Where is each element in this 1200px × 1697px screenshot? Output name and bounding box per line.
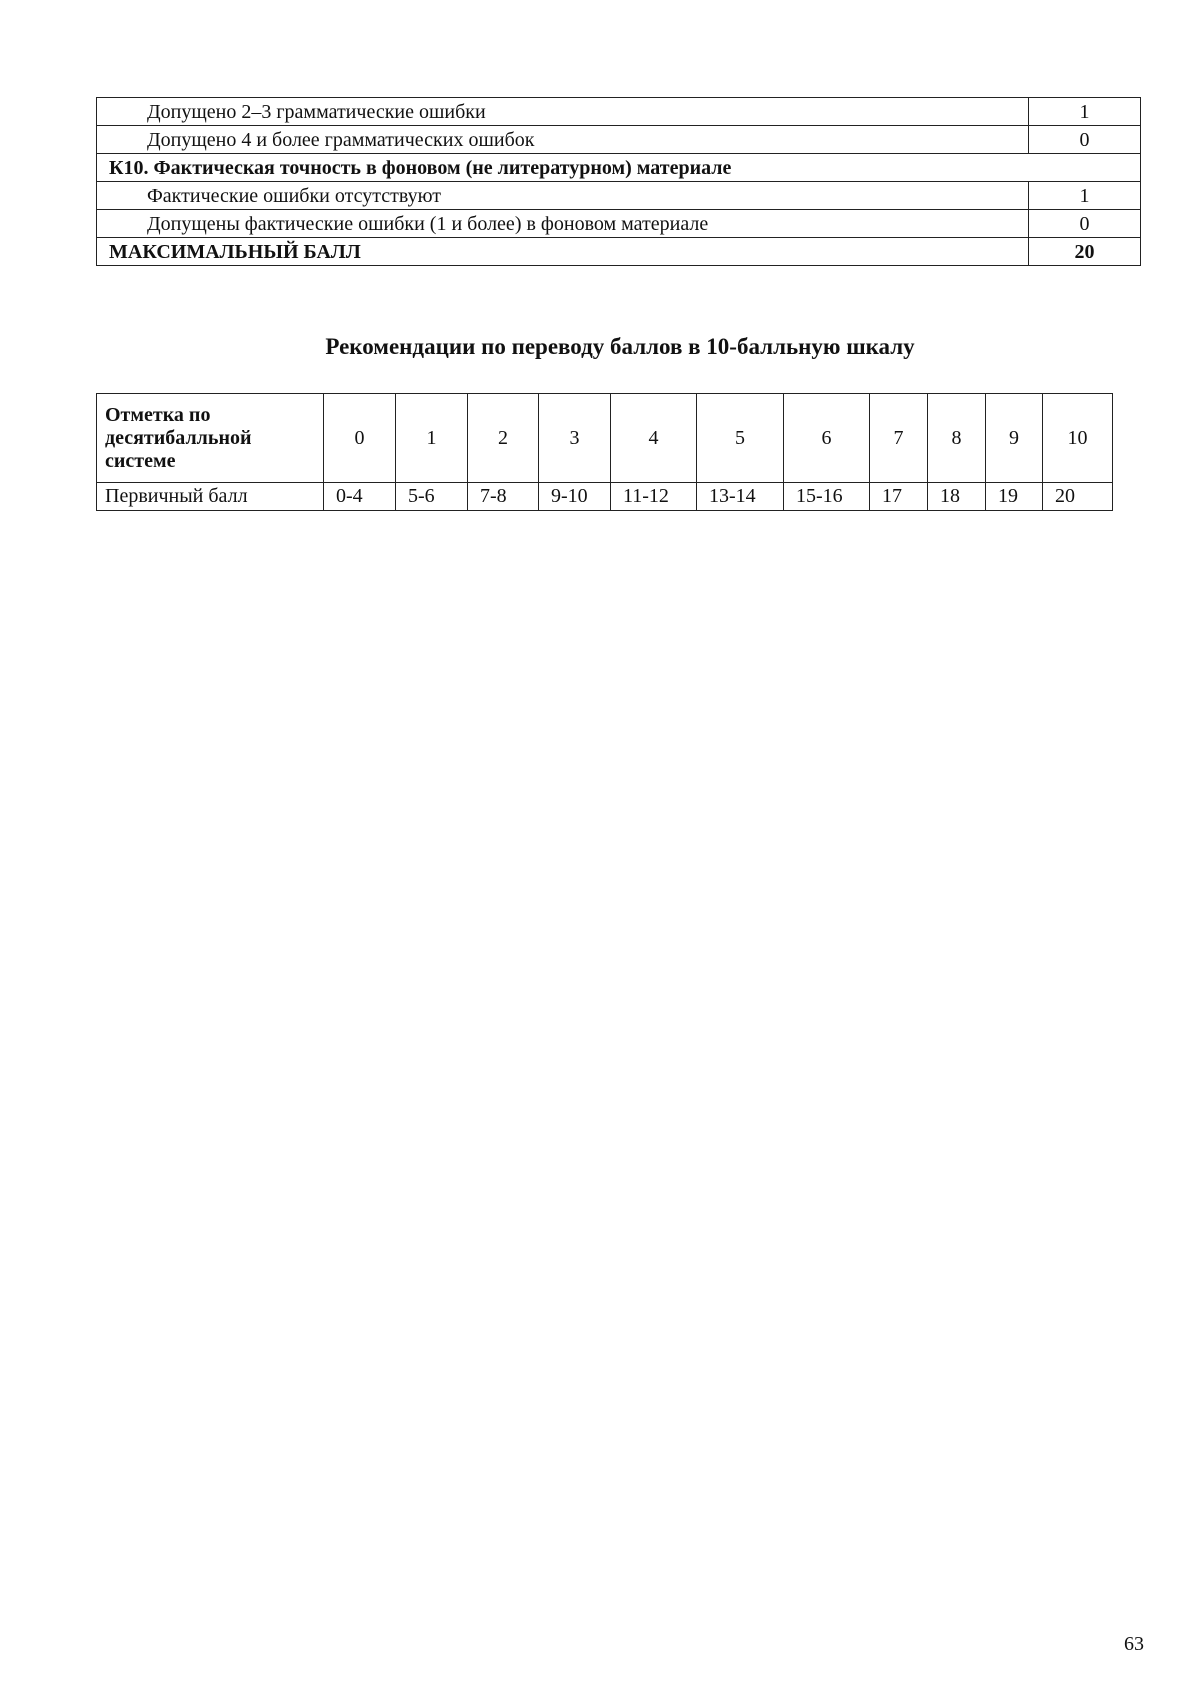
criteria-label: Фактические ошибки отсутствуют <box>97 182 1029 210</box>
grade-cell: 8 <box>928 394 986 483</box>
points-cell: 20 <box>1043 483 1113 511</box>
points-row <box>97 483 1113 511</box>
points-cell: 5-6 <box>396 483 468 511</box>
grade-cell: 4 <box>611 394 697 483</box>
grade-conversion-table <box>96 393 1113 511</box>
criteria-section-title: К10. Фактическая точность в фоновом (не литературном) материале <box>97 154 1141 182</box>
criteria-table <box>96 97 1141 266</box>
points-cell: 17 <box>870 483 928 511</box>
grade-cell: 6 <box>784 394 870 483</box>
points-row-header: Первичный балл <box>97 483 324 511</box>
grade-cell: 0 <box>324 394 396 483</box>
grade-cell: 9 <box>986 394 1043 483</box>
criteria-points: 0 <box>1029 210 1141 238</box>
criteria-section-row <box>97 154 1141 182</box>
grade-cell: 1 <box>396 394 468 483</box>
criteria-points: 0 <box>1029 126 1141 154</box>
max-score-label: МАКСИМАЛЬНЫЙ БАЛЛ <box>97 238 1029 266</box>
criteria-label: Допущено 2–3 грамматические ошибки <box>97 98 1029 126</box>
points-cell: 0-4 <box>324 483 396 511</box>
criteria-row <box>97 126 1141 154</box>
points-cell: 19 <box>986 483 1043 511</box>
points-cell: 11-12 <box>611 483 697 511</box>
page-number: 63 <box>1124 1633 1144 1655</box>
points-cell: 13-14 <box>697 483 784 511</box>
criteria-row <box>97 210 1141 238</box>
max-score-value: 20 <box>1029 238 1141 266</box>
criteria-label: Допущены фактические ошибки (1 и более) в фоновом материале <box>97 210 1029 238</box>
criteria-points: 1 <box>1029 182 1141 210</box>
criteria-points: 1 <box>1029 98 1141 126</box>
criteria-row <box>97 182 1141 210</box>
criteria-label: Допущено 4 и более грамматических ошибок <box>97 126 1029 154</box>
points-cell: 18 <box>928 483 986 511</box>
scale-heading: Рекомендации по переводу баллов в 10-балльную шкалу <box>325 334 915 359</box>
points-cell: 9-10 <box>539 483 611 511</box>
grade-cell: 10 <box>1043 394 1113 483</box>
criteria-total-row <box>97 238 1141 266</box>
points-cell: 7-8 <box>468 483 539 511</box>
grade-row <box>97 394 1113 483</box>
grade-row-header: Отметка по десятибалльной системе <box>97 394 324 483</box>
grade-cell: 3 <box>539 394 611 483</box>
grade-cell: 5 <box>697 394 784 483</box>
grade-cell: 2 <box>468 394 539 483</box>
grade-cell: 7 <box>870 394 928 483</box>
criteria-row <box>97 98 1141 126</box>
points-cell: 15-16 <box>784 483 870 511</box>
